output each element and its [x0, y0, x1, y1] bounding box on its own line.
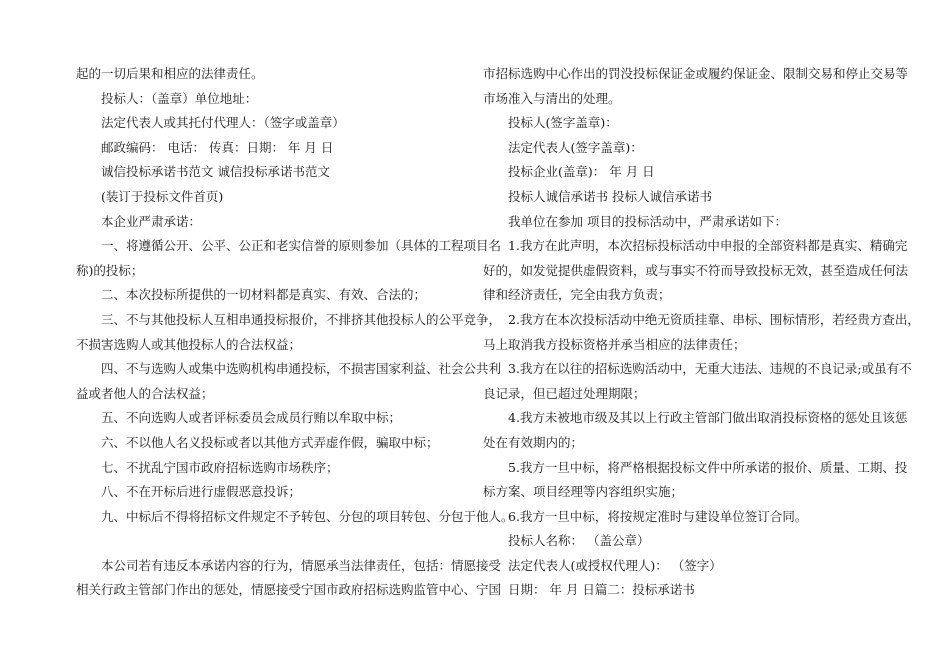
text-line: 本公司若有违反本承诺内容的行为，情愿承当法律责任，包括：情愿接受 — [101, 557, 502, 573]
text-line — [76, 529, 472, 554]
text-line: 七、不扰乱宁国市政府招标选购市场秩序； — [101, 459, 339, 475]
text-line: 市场准入与清出的处理。 — [483, 90, 621, 106]
text-line: 5.我方一旦中标，将严格根据投标文件中所承诺的报价、质量、工期、投 — [508, 459, 908, 475]
text-line: 2.我方在本次投标活动中绝无资质挂靠、串标、围标情形，若经贵方查出， — [508, 311, 920, 327]
right-column — [483, 62, 920, 603]
text-line: 马上取消我方投标资格并承当相应的法律责任； — [483, 336, 746, 352]
text-line: 三、不与其他投标人互相串通投标报价，不排挤其他投标人的公平竞争， — [101, 311, 502, 327]
left-column — [76, 62, 514, 603]
text-line: 6.我方一旦中标，将按规定准时与建设单位签订合同。 — [508, 508, 808, 524]
text-line: 相关行政主管部门作出的惩处，情愿接受宁国市政府招标选购监管中心、宁国 — [76, 582, 502, 598]
text-line: 投标人(签字盖章)： — [508, 115, 618, 131]
text-line: 投标人：（盖章）单位地址： — [101, 90, 258, 106]
text-line: 法定代表人(或授权代理人)： （签字） — [508, 557, 722, 573]
text-line: 法定代表人或其托付代理人：（签字或盖章） — [101, 115, 345, 131]
text-line: 法定代表人(签字盖章)： — [508, 139, 643, 155]
text-line: 3.我方在以往的招标选购活动中，无重大违法、违规的不良记录;或虽有不 — [508, 361, 912, 377]
text-line: 市招标选购中心作出的罚没投标保证金或履约保证金、限制交易和停止交易等 — [483, 66, 909, 81]
text-line: 一、将遵循公开、公平、公正和老实信誉的原则参加（具体的工程项目名 — [101, 238, 502, 254]
text-line: 八、不在开标后进行虚假恶意投诉； — [101, 484, 302, 500]
text-line: 标方案、项目经理等内容组织实施； — [483, 484, 684, 500]
text-line: 投标人诚信承诺书 投标人诚信承诺书 — [508, 188, 712, 204]
text-line: 日期： 年 月 日篇二：投标承诺书 — [508, 582, 695, 598]
text-line: 益或者他人的合法权益； — [76, 385, 214, 401]
text-line: (装订于投标文件首页) — [101, 188, 224, 204]
text-line: 诚信投标承诺书范文 诚信投标承诺书范文 — [101, 164, 330, 180]
text-line: 不损害选购人或其他投标人的合法权益； — [76, 336, 302, 352]
text-line: 二、本次投标所提供的一切材料都是真实、有效、合法的； — [101, 287, 427, 303]
text-line: 好的，如发觉提供虚假资料，或与事实不符而导致投标无效，甚至造成任何法 — [483, 262, 909, 278]
text-line: 投标企业(盖章)： 年 月 日 — [508, 164, 655, 180]
text-line: 四、不与选购人或集中选购机构串通投标，不损害国家利益、社会公共利 — [101, 361, 502, 377]
text-line: 处在有效期内的； — [483, 434, 584, 450]
text-line: 六、不以他人名义投标或者以其他方式弄虚作假，骗取中标； — [101, 434, 439, 450]
text-line: 本企业严肃承诺： — [101, 213, 202, 229]
text-line: 起的一切后果和相应的法律责任。 — [76, 66, 264, 81]
text-line: 1.我方在此声明，本次招标投标活动中申报的全部资料都是真实、精确完 — [508, 238, 908, 254]
text-line: 我单位在参加 项目的投标活动中，严肃承诺如下： — [508, 213, 787, 229]
text-line: 称)的投标； — [76, 262, 144, 278]
text-line: 投标人名称： （盖公章） — [508, 533, 650, 549]
text-line: 九、中标后不得将招标文件规定不予转包、分包的项目转包、分包于他人。 — [101, 508, 514, 524]
text-line: 五、不向选购人或者评标委员会成员行贿以牟取中标； — [101, 410, 402, 426]
text-line: 4.我方未被地市级及其以上行政主管部门做出取消投标资格的惩处且该惩 — [508, 410, 908, 426]
text-line: 良记录，但已超过处理期限； — [483, 385, 646, 401]
text-line: 邮政编码： 电话： 传真：日期： 年 月 日 — [101, 139, 334, 155]
text-line: 律和经济责任，完全由我方负责； — [483, 287, 671, 303]
